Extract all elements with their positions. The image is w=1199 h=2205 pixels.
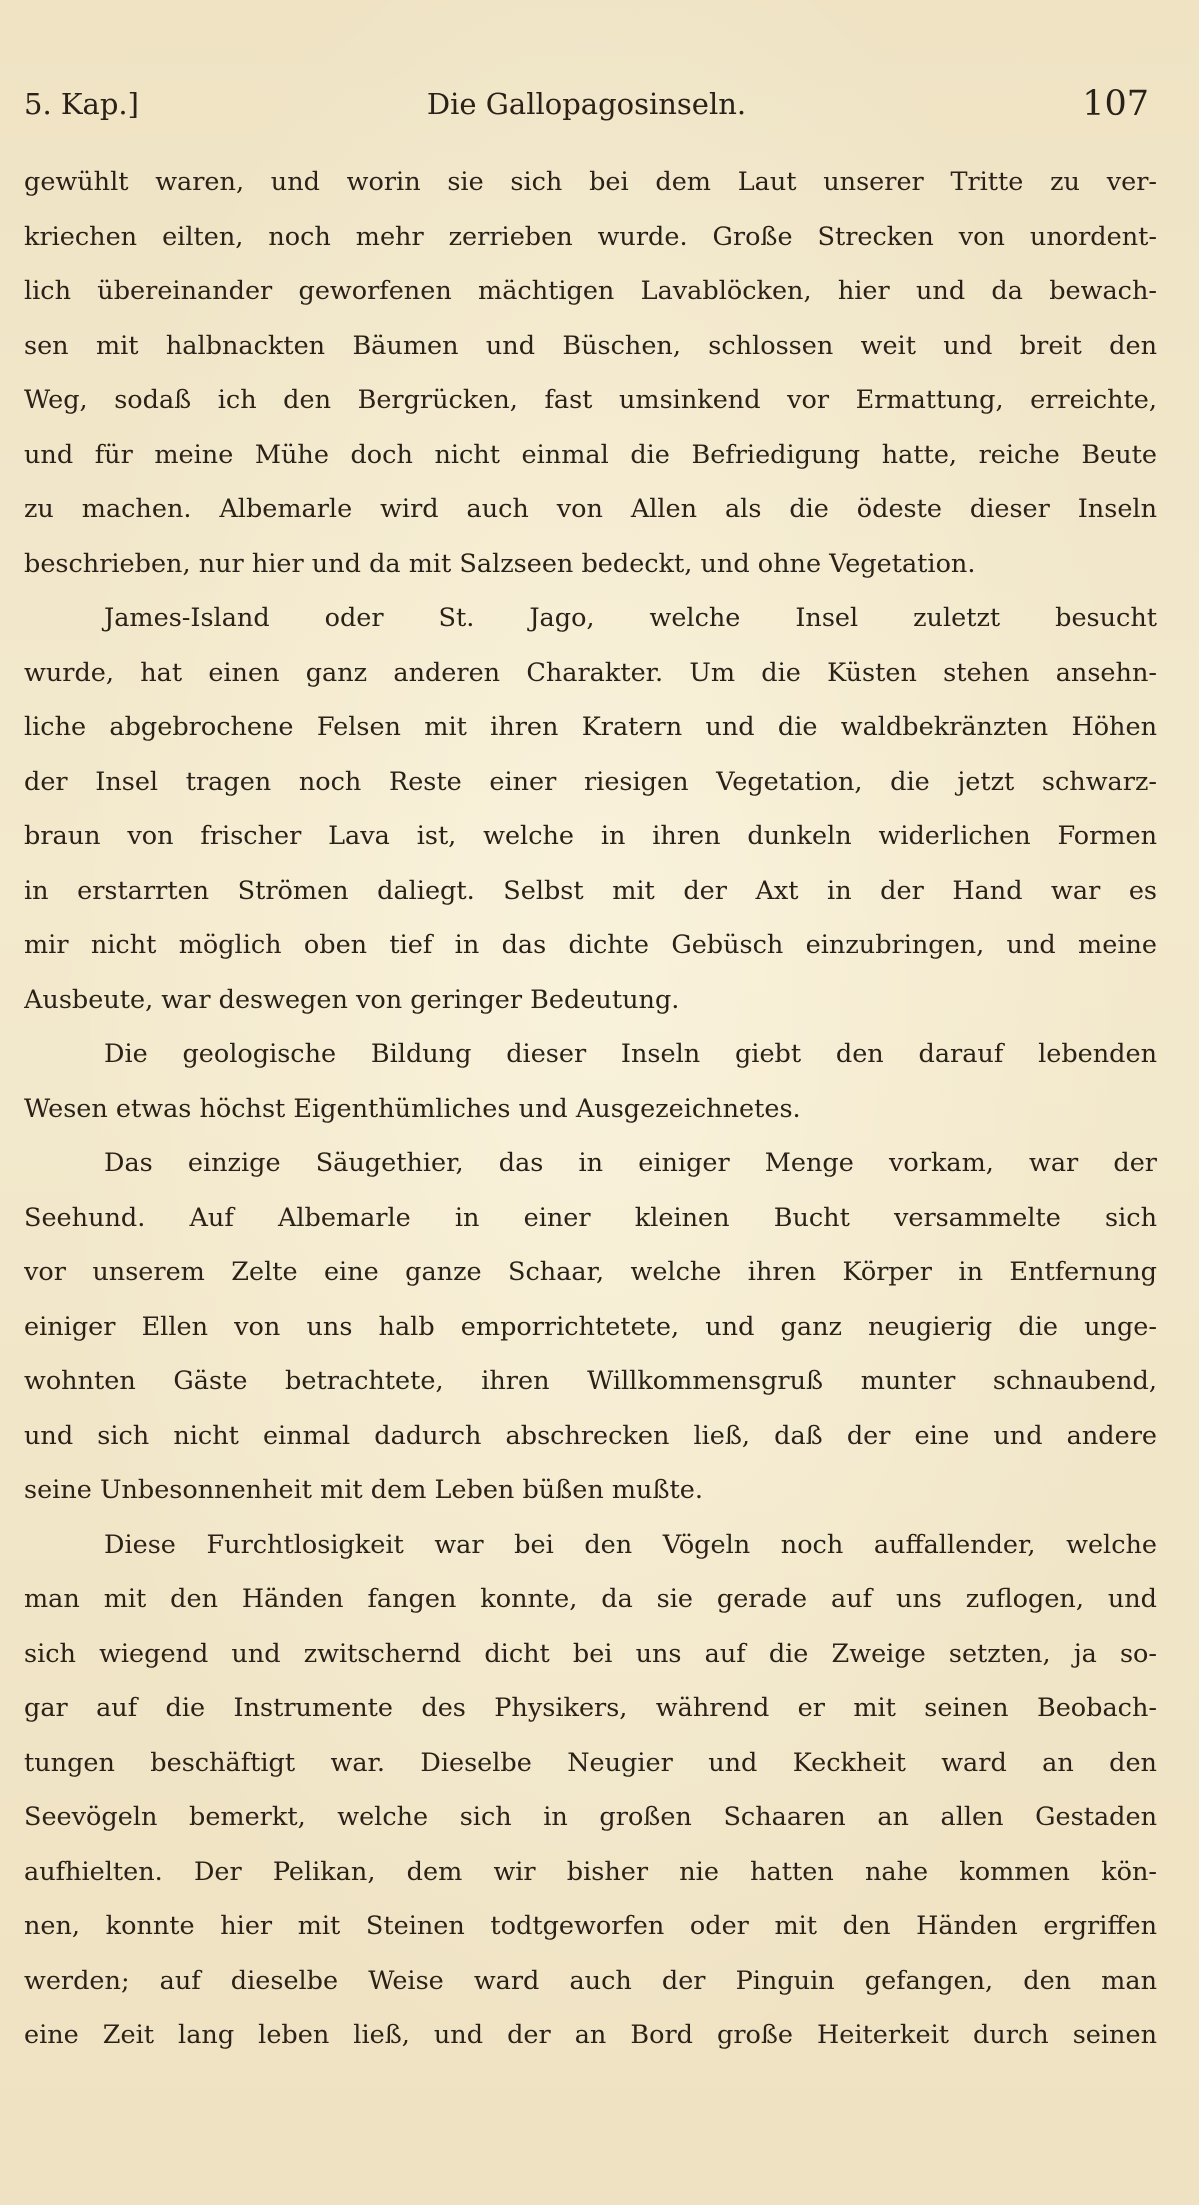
text-line: lich übereinander geworfenen mächtigen Lavablöcken, hier und da bewach-	[24, 276, 1157, 306]
text-line: sen mit halbnackten Bäumen und Büschen, schlossen weit und breit den	[24, 330, 1157, 361]
text-line: Seehund. Auf Albemarle in einer kleinen Bucht versammelte sich	[24, 1202, 1157, 1233]
text-line: eine Zeit lang leben ließ, und der an Bord große Heiterkeit durch seinen	[24, 2020, 1157, 2050]
text-line: nen, konnte hier mit Steinen todtgeworfen oder mit den Händen ergriffen	[24, 1911, 1157, 1941]
text-line: werden; auf dieselbe Weise ward auch der Pinguin gefangen, den man	[24, 1965, 1157, 1996]
text-line: vor unserem Zelte eine ganze Schaar, welche ihren Körper in Entfernung	[24, 1257, 1157, 1287]
text-line: gar auf die Instrumente des Physikers, während er mit seinen Beobach-	[24, 1693, 1157, 1723]
text-line: Das einzige Säugethier, das in einiger Menge vorkam, war der	[104, 1148, 1157, 1178]
text-line: seine Unbesonnenheit mit dem Leben büßen mußte.	[24, 1475, 703, 1505]
text-line: Wesen etwas höchst Eigenthümliches und Ausgezeichnetes.	[24, 1093, 801, 1124]
text-line: Seevögeln bemerkt, welche sich in großen Schaaren an allen Gestaden	[24, 1802, 1157, 1832]
page-title: Die Gallopagosinseln.	[426, 87, 747, 121]
text-line: zu machen. Albemarle wird auch von Allen als die ödeste dieser Inseln	[24, 494, 1157, 524]
text-line: und für meine Mühe doch nicht einmal die Befriedigung hatte, reiche Beute	[24, 439, 1157, 470]
text-line: Diese Furchtlosigkeit war bei den Vögeln noch auffallender, welche	[104, 1529, 1157, 1560]
text-line: James-Island oder St. Jago, welche Insel zuletzt besucht	[104, 603, 1157, 633]
text-line: man mit den Händen fangen konnte, da sie gerade auf uns zuflogen, und	[24, 1584, 1157, 1614]
text-line: Ausbeute, war deswegen von geringer Bedeutung.	[24, 984, 680, 1015]
text-line: Weg, sodaß ich den Bergrücken, fast umsinkend vor Ermattung, erreichte,	[24, 385, 1157, 415]
text-line: Die geologische Bildung dieser Inseln giebt den darauf lebenden	[104, 1039, 1157, 1069]
page-number: 107	[1082, 84, 1149, 124]
chapter-label: 5. Kap.]	[24, 87, 139, 121]
text-line: in erstarrten Strömen daliegt. Selbst mit der Axt in der Hand war es	[24, 875, 1157, 906]
text-line: der Insel tragen noch Reste einer riesigen Vegetation, die jetzt schwarz-	[24, 766, 1157, 797]
text-line: und sich nicht einmal dadurch abschrecken ließ, daß der eine und andere	[24, 1420, 1157, 1451]
text-line: kriechen eilten, noch mehr zerrieben wurde. Große Strecken von unordent-	[24, 221, 1157, 252]
text-line: braun von frischer Lava ist, welche in ihren dunkeln widerlichen Formen	[24, 821, 1157, 851]
text-line: aufhielten. Der Pelikan, dem wir bisher nie hatten nahe kommen kön-	[24, 1856, 1157, 1887]
text-line: sich wiegend und zwitschernd dicht bei uns auf die Zweige setzten, ja so-	[24, 1638, 1157, 1669]
body-text	[24, 155, 1157, 2063]
text-line: wurde, hat einen ganz anderen Charakter. Um die Küsten stehen ansehn-	[24, 657, 1157, 688]
text-line: mir nicht möglich oben tief in das dichte Gebüsch einzubringen, und meine	[24, 930, 1157, 960]
text-line: gewühlt waren, und worin sie sich bei dem Laut unserer Tritte zu ver-	[24, 167, 1157, 197]
text-line: liche abgebrochene Felsen mit ihren Kratern und die waldbekränzten Höhen	[24, 712, 1157, 742]
text-line: tungen beschäftigt war. Dieselbe Neugier und Keckheit ward an den	[24, 1747, 1157, 1778]
running-head	[24, 78, 1149, 130]
text-line: einiger Ellen von uns halb emporrichtetete, und ganz neugierig die unge-	[24, 1311, 1157, 1342]
text-line: wohnten Gäste betrachtete, ihren Willkommensgruß munter schnaubend,	[24, 1366, 1157, 1396]
text-line: beschrieben, nur hier und da mit Salzseen bedeckt, und ohne Vegetation.	[24, 548, 976, 579]
